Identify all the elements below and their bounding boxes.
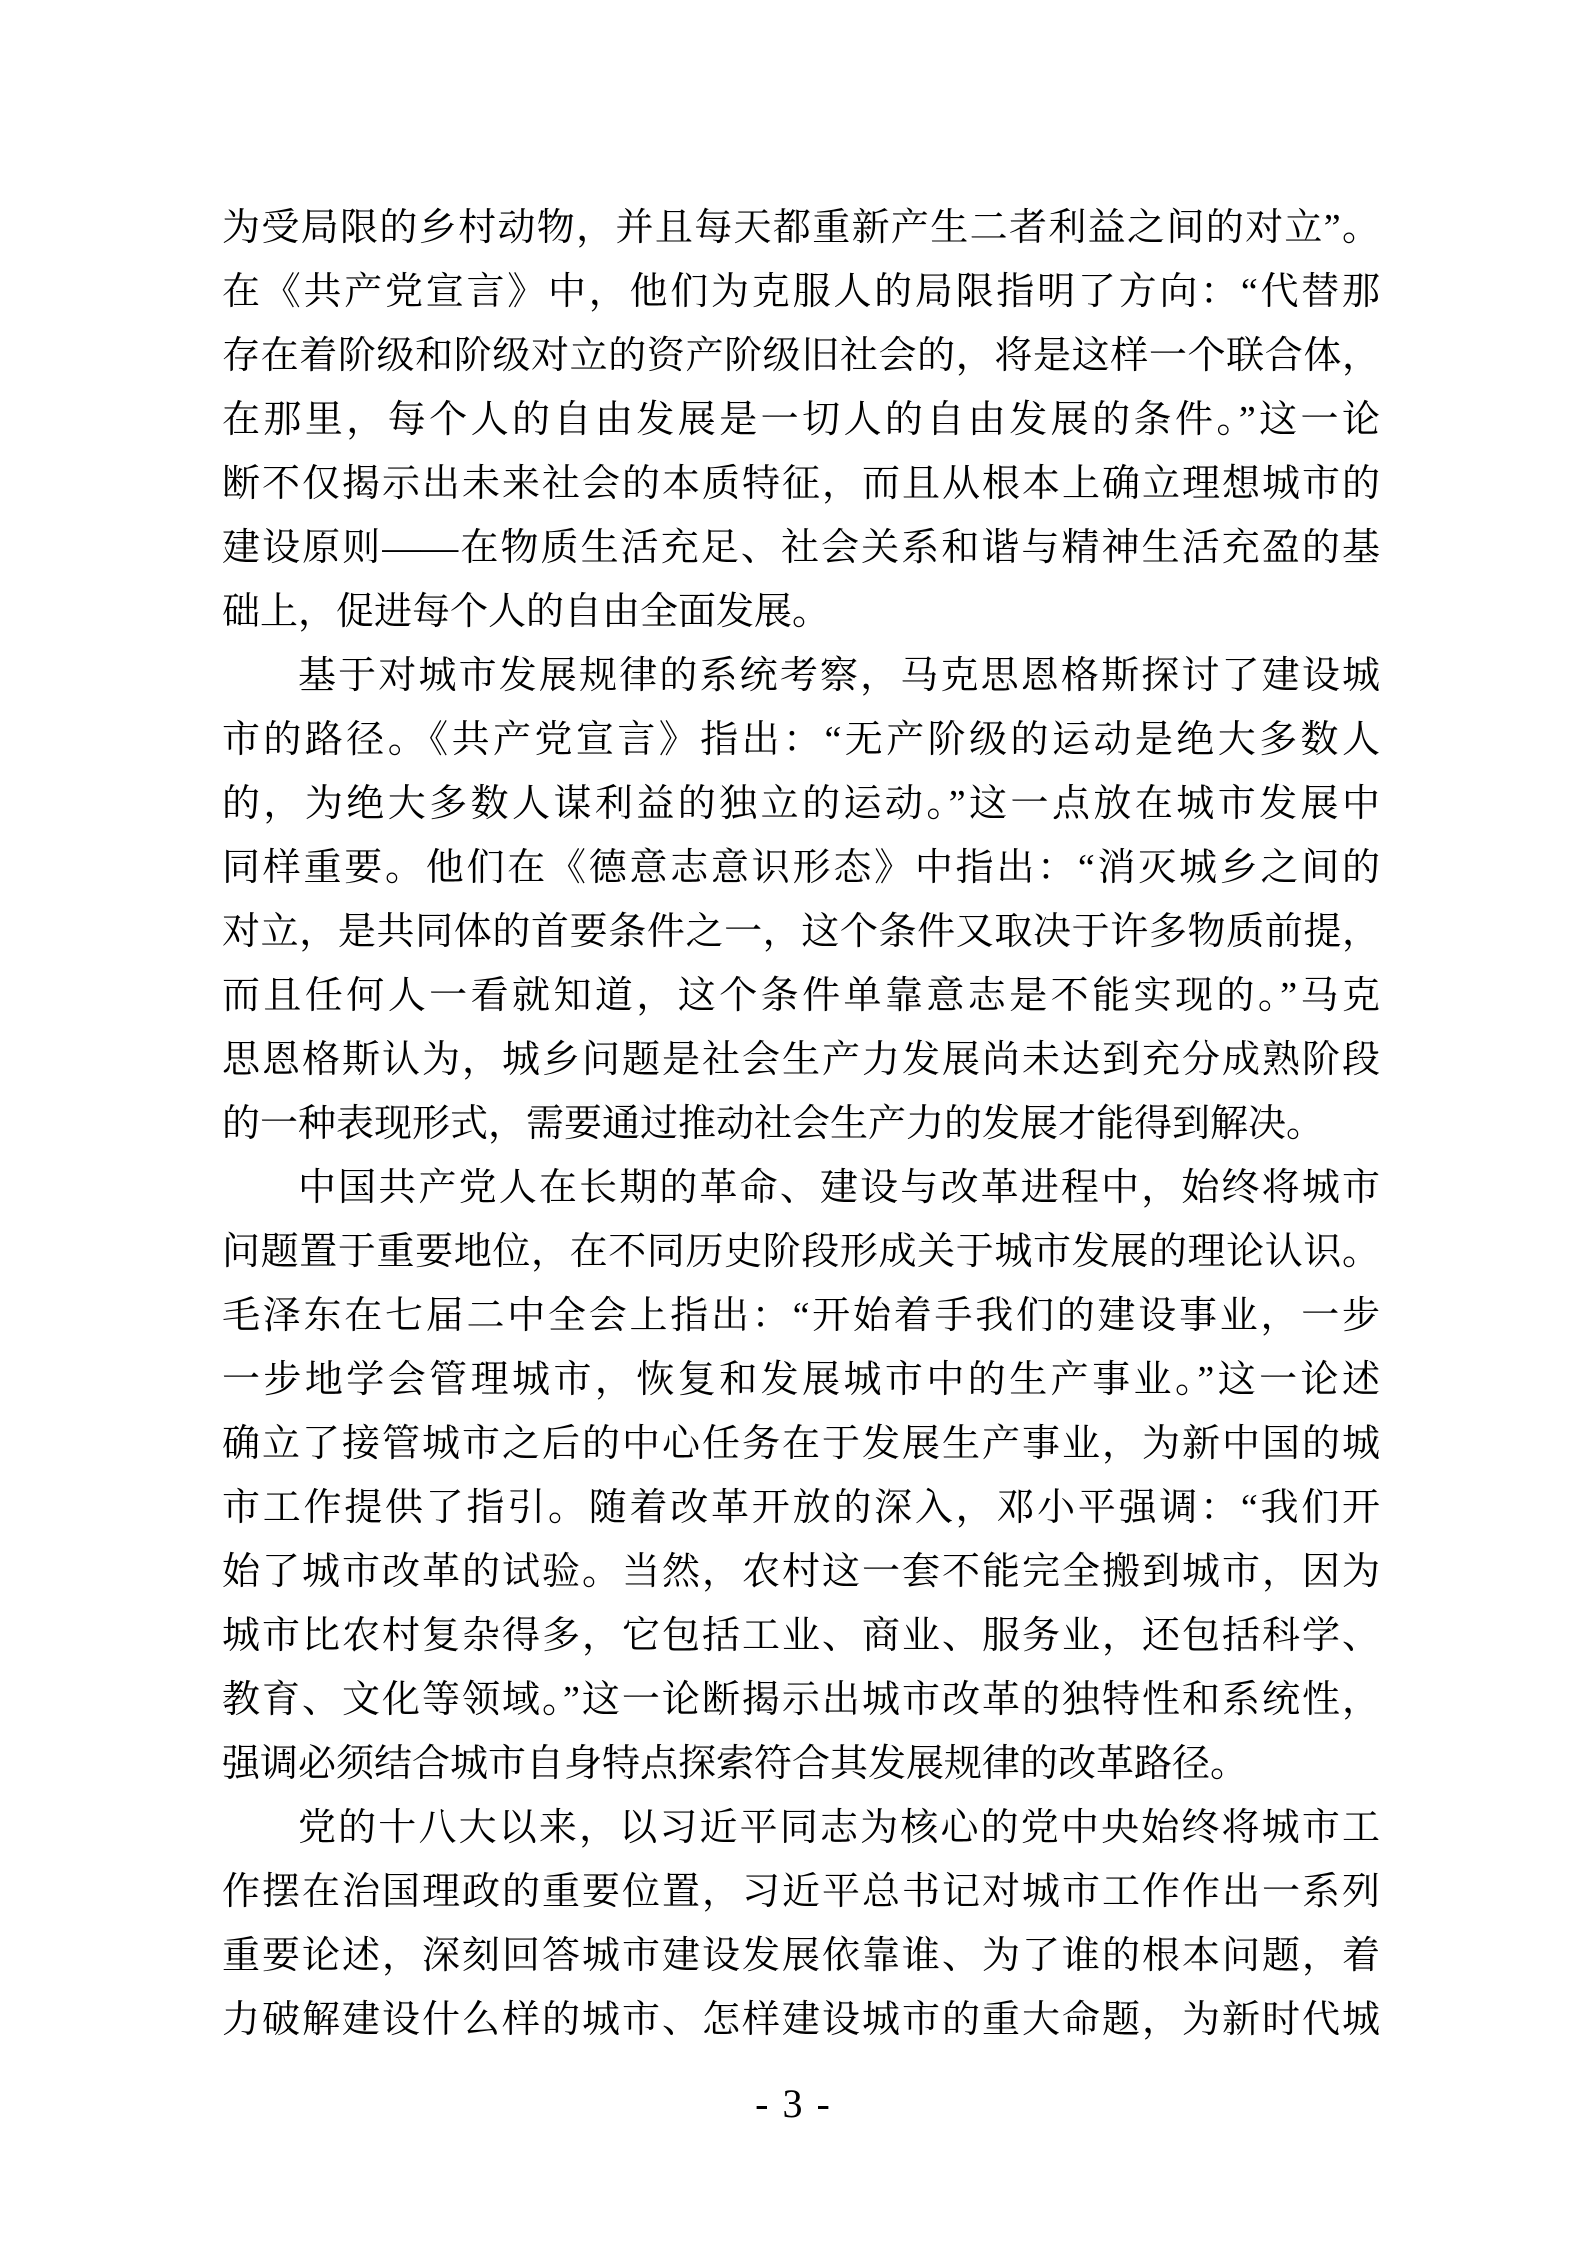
text-line: 的，为绝大多数人谋利益的独立的运动。”这一点放在城市发展中 [222,783,1380,825]
text-line: 存在着阶级和阶级对立的资产阶级旧社会的，将是这样一个联合体， [222,335,1380,377]
text-line: 在《共产党宣言》中，他们为克服人的局限指明了方向：“代替那 [222,271,1380,313]
text-line: 础上，促进每个人的自由全面发展。 [222,591,831,633]
text-line: 断不仅揭示出未来社会的本质特征，而且从根本上确立理想城市的 [222,463,1380,505]
text-line: 市的路径。《共产党宣言》指出：“无产阶级的运动是绝大多数人 [222,719,1380,761]
text-line: 基于对城市发展规律的系统考察，马克思恩格斯探讨了建设城 [298,655,1380,697]
text-line: 同样重要。他们在《德意志意识形态》中指出：“消灭城乡之间的 [222,847,1380,889]
text-line: 作摆在治国理政的重要位置，习近平总书记对城市工作作出一系列 [222,1871,1380,1913]
page-number: - 3 - [755,2081,832,2126]
text-line: 中国共产党人在长期的革命、建设与改革进程中，始终将城市 [298,1167,1380,1209]
text-line: 毛泽东在七届二中全会上指出：“开始着手我们的建设事业，一步 [222,1295,1380,1337]
text-line: 确立了接管城市之后的中心任务在于发展生产事业，为新中国的城 [222,1423,1380,1465]
text-line: 在那里，每个人的自由发展是一切人的自由发展的条件。”这一论 [222,399,1380,441]
text-line: 的一种表现形式，需要通过推动社会生产力的发展才能得到解决。 [222,1103,1325,1145]
text-line: 建设原则——在物质生活充足、社会关系和谐与精神生活充盈的基 [222,527,1380,569]
text-line: 思恩格斯认为，城乡问题是社会生产力发展尚未达到充分成熟阶段 [222,1039,1380,1081]
text-line: 城市比农村复杂得多，它包括工业、商业、服务业，还包括科学、 [222,1615,1380,1657]
text-line: 问题置于重要地位，在不同历史阶段形成关于城市发展的理论认识。 [222,1231,1380,1273]
text-line: 强调必须结合城市自身特点探索符合其发展规律的改革路径。 [222,1743,1249,1785]
text-line: 力破解建设什么样的城市、怎样建设城市的重大命题，为新时代城 [222,1999,1380,2041]
text-line: 为受局限的乡村动物，并且每天都重新产生二者利益之间的对立”。 [222,207,1380,249]
text-line: 一步地学会管理城市，恢复和发展城市中的生产事业。”这一论述 [222,1359,1380,1401]
text-line: 市工作提供了指引。随着改革开放的深入，邓小平强调：“我们开 [222,1487,1380,1529]
text-line: 而且任何人一看就知道，这个条件单靠意志是不能实现的。”马克 [222,975,1380,1017]
page-footer [0,2072,1587,2136]
text-line: 党的十八大以来，以习近平同志为核心的党中央始终将城市工 [298,1807,1380,1849]
text-line: 始了城市改革的试验。当然，农村这一套不能完全搬到城市，因为 [222,1551,1380,1593]
text-line: 教育、文化等领域。”这一论断揭示出城市改革的独特性和系统性， [222,1679,1380,1721]
text-line: 对立，是共同体的首要条件之一，这个条件又取决于许多物质前提， [222,911,1380,953]
text-line: 重要论述，深刻回答城市建设发展依靠谁、为了谁的根本问题，着 [222,1935,1380,1977]
body-text [222,196,1380,2052]
